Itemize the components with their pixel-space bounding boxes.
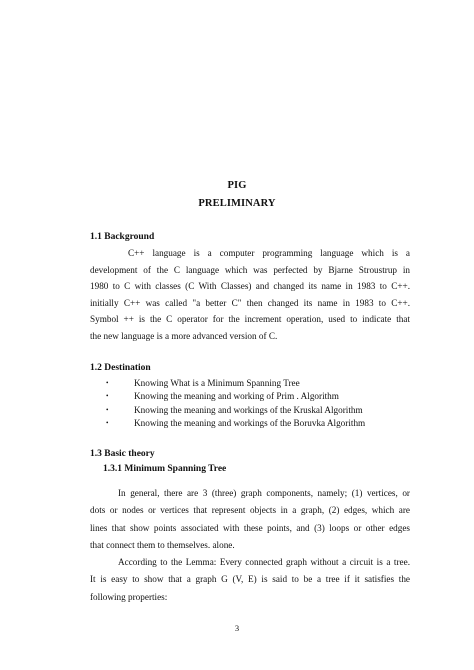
paragraph-line: dots or nodes or vertices that represent objects in a graph, (2) edges, which are — [90, 505, 410, 516]
list-item-text: Knowing the meaning and workings of the Kruskal Algorithm — [134, 404, 363, 415]
section-heading-background: 1.1 Background — [90, 232, 155, 242]
list-item-text: Knowing the meaning and working of Prim . Algorithm — [134, 391, 339, 402]
background-line: development of the C language which was perfected by Bjarne Stroustrup in — [90, 264, 410, 275]
list-item — [90, 390, 365, 403]
list-item — [90, 377, 365, 390]
paragraph-line: In general, there are 3 (three) graph components, namely; (1) vertices, or — [118, 488, 410, 498]
paragraph-line: lines that show points associated with these points, and (3) loops or other edges — [90, 522, 410, 533]
subsection-heading-mst: 1.3.1 Minimum Spanning Tree — [103, 464, 227, 474]
section-heading-basic-theory: 1.3 Basic theory — [90, 449, 155, 459]
paragraph-line: It is easy to show that a graph G (V, E) is said to be a tree if it satisfies the — [90, 574, 410, 585]
bullet-icon: • — [106, 405, 109, 414]
list-item-text: Knowing What is a Minimum Spanning Tree — [134, 378, 300, 388]
list-item — [90, 417, 365, 430]
list-item — [90, 404, 365, 417]
background-line: initially C++ was called "a better C" then changed its name in 1983 to C++. — [90, 297, 410, 308]
paragraph-line: that connect them to themselves. alone. — [90, 539, 235, 550]
list-item-text: Knowing the meaning and workings of the Boruvka Algorithm — [134, 417, 366, 428]
background-line: Symbol ++ is the C operator for the increment operation, used to indicate that — [90, 314, 410, 325]
chapter-label: PIG — [227, 180, 247, 191]
bullet-icon: • — [106, 418, 109, 427]
background-line: 1980 to C with classes (C With Classes) and changed its name in 1983 to C++. — [90, 281, 410, 292]
bullet-icon: • — [106, 392, 109, 401]
mst-paragraph-2 — [90, 554, 410, 606]
chapter-title: PRELIMINARY — [198, 198, 276, 209]
background-line: C++ language is a computer programming language which is a — [128, 248, 410, 258]
destination-list — [90, 377, 365, 430]
bullet-icon: • — [106, 379, 109, 387]
paragraph-line: following properties: — [90, 591, 168, 602]
section-heading-destination: 1.2 Destination — [90, 363, 151, 373]
paragraph-line: According to the Lemma: Every connected graph without a circuit is a tree. — [118, 557, 410, 567]
mst-paragraph-1 — [90, 485, 410, 554]
page-number: 3 — [234, 623, 240, 633]
background-paragraph — [90, 245, 410, 345]
background-line: the new language is a more advanced version of C. — [90, 330, 278, 341]
